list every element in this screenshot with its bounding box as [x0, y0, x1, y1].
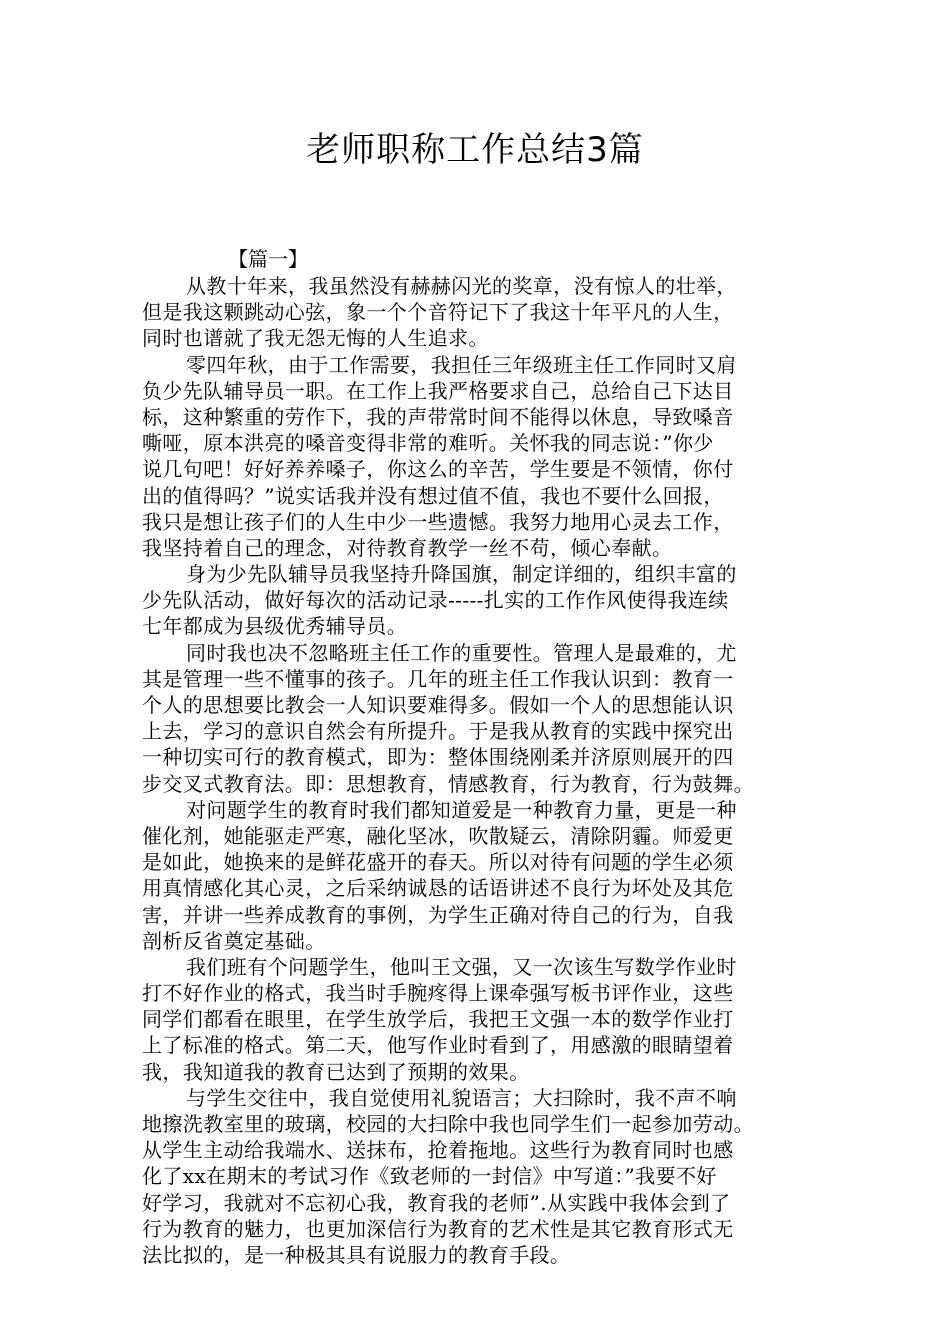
paragraph-line: 我只是想让孩子们的人生中少一些遗憾。我努力地用心灵去工作，	[142, 509, 734, 534]
paragraph-line: 嘶哑，原本洪亮的嗓音变得非常的难听。关怀我的同志说：”你少	[142, 431, 714, 456]
paragraph-line: 害，并讲一些养成教育的事例，为学生正确对待自己的行为，自我	[142, 902, 734, 927]
paragraph-line: 标，这种繁重的劳作下，我的声带常时间不能得以休息，导致嗓音	[142, 404, 734, 429]
paragraph-line: 同时也谱就了我无怨无悔的人生追求。	[142, 326, 489, 351]
paragraph	[142, 352, 810, 562]
paragraph-line: 用真情感化其心灵，之后采纳诚恳的话语讲述不良行为坏处及其危	[142, 876, 734, 901]
paragraph	[142, 640, 810, 797]
paragraph-line: 从教十年来，我虽然没有赫赫闪光的奖章，没有惊人的壮举，	[186, 274, 737, 298]
paragraph	[142, 273, 810, 352]
document-body	[142, 246, 810, 1268]
paragraph	[142, 1085, 810, 1268]
paragraph-line: 身为少先队辅导员我坚持升降国旗，制定详细的，组织丰富的	[186, 562, 737, 587]
paragraph-line: 行为教育的魅力，也更加深信行为教育的艺术性是其它教育形式无	[142, 1216, 734, 1241]
paragraph-line: 其是管理一些不懂事的孩子。几年的班主任工作我认识到：教育一	[142, 666, 734, 691]
paragraph-line: 零四年秋，由于工作需要，我担任三年级班主任工作同时又肩	[186, 352, 737, 377]
paragraph-line: 法比拟的，是一种极其具有说服力的教育手段。	[142, 1242, 571, 1267]
paragraph-line: 地擦洗教室里的玻璃，校园的大扫除中我也同学生们一起参加劳动。	[142, 1112, 754, 1136]
paragraph-line: 说几句吧！好好养养嗓子，你这么的辛苦，学生要是不领情，你付	[142, 457, 734, 482]
paragraph-line: 负少先队辅导员一职。在工作上我严格要求自己，总给自己下达目	[142, 378, 734, 403]
paragraph-line: 对问题学生的教育时我们都知道爱是一种教育力量，更是一种	[186, 797, 737, 822]
paragraph-line: 与学生交往中，我自觉使用礼貌语言；大扫除时，我不声不响	[186, 1085, 737, 1110]
paragraph-line: 我坚持着自己的理念，对待教育教学一丝不苟，倾心奉献。	[142, 535, 673, 560]
paragraph-line: 好学习，我就对不忘初心我，教育我的老师”.从实践中我体会到了	[142, 1190, 731, 1215]
paragraph-line: 一种切实可行的教育模式，即为：整体围绕刚柔并济原则展开的四	[142, 745, 734, 770]
paragraph-line: 个人的思想要比教会一人知识要难得多。假如一个人的思想能认识	[142, 693, 734, 717]
paragraph	[142, 797, 810, 954]
paragraph-line: 同时我也决不忽略班主任工作的重要性。管理人是最难的，尤	[186, 640, 737, 665]
paragraph-line: 七年都成为县级优秀辅导员。	[142, 614, 408, 639]
paragraph-line: 同学们都看在眼里，在学生放学后，我把王文强一本的数学作业打	[142, 1007, 734, 1032]
paragraph-line: 上去，学习的意识自然会有所提升。于是我从教育的实践中探究出	[142, 719, 734, 744]
paragraph-line: 打不好作业的格式，我当时手腕疼得上课牵强写板书评作业，这些	[142, 981, 734, 1006]
paragraph-line: 上了标准的格式。第二天，他写作业时看到了，用感激的眼睛望着	[142, 1033, 734, 1058]
paragraph-line: 催化剂，她能驱走严寒，融化坚冰，吹散疑云，清除阴霾。师爱更	[142, 823, 734, 848]
paragraph-line: 是如此，她换来的是鲜花盛开的春天。所以对待有问题的学生必须	[142, 850, 734, 875]
paragraph-line: 步交叉式教育法。即：思想教育，情感教育，行为教育，行为鼓舞。	[142, 771, 754, 796]
paragraph	[142, 561, 810, 640]
paragraph-line: 剖析反省奠定基础。	[142, 928, 326, 953]
paragraph-list	[142, 273, 810, 1268]
paragraph-line: 出的值得吗？”说实话我并没有想过值不值，我也不要什么回报，	[142, 483, 724, 508]
paragraph-line: 我，我知道我的教育已达到了预期的效果。	[142, 1059, 530, 1084]
section-heading: 【篇一】	[228, 247, 308, 271]
paragraph-line: 从学生主动给我端水、送抹布，抢着拖地。这些行为教育同时也感	[142, 1138, 734, 1163]
paragraph	[142, 954, 810, 1085]
paragraph-line: 我们班有个问题学生，他叫王文强，又一次该生写数学作业时	[186, 954, 737, 979]
paragraph-line: 少先队活动，做好每次的活动记录-----扎实的工作作风使得我连续	[142, 588, 729, 613]
paragraph-line: 但是我这颗跳动心弦，象一个个音符记下了我这十年平凡的人生，	[142, 300, 734, 325]
paragraph-line: 化了xx在期末的考试习作《致老师的一封信》中写道：”我要不好	[142, 1164, 717, 1189]
document-title: 老师职称工作总结3篇	[306, 130, 644, 170]
